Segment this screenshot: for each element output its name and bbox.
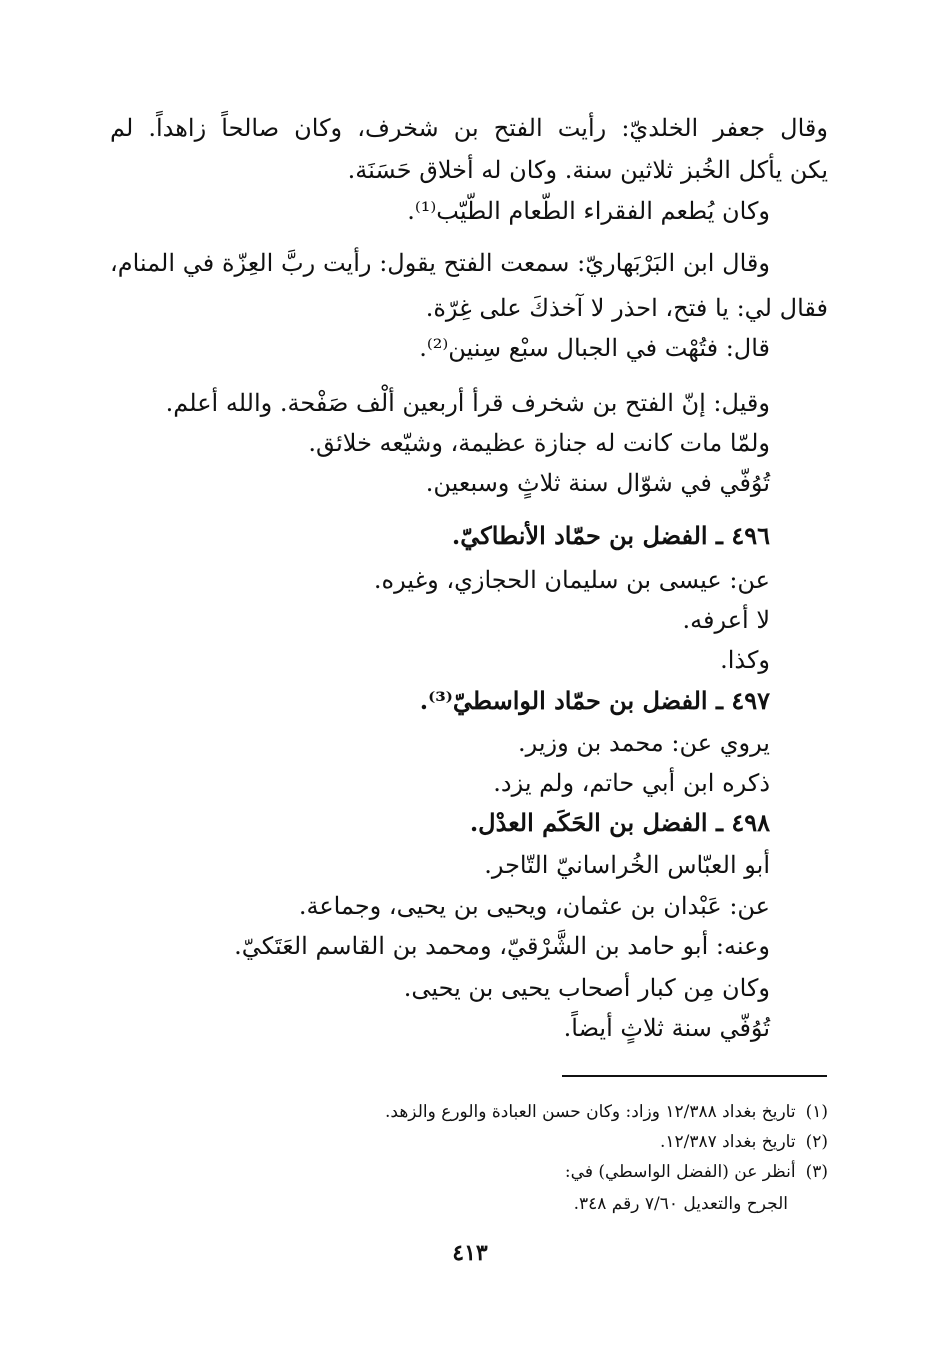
footnote-text: تاريخ بغداد ١٢/٣٨٨ وزاد: وكان حسن العبادة والورع والزهد. xyxy=(385,1102,796,1122)
page-number: ٤١٣ xyxy=(452,1240,488,1266)
body-line: وكان يُطعم الفقراء الطّعام الطّيّب⁽¹⁾. xyxy=(407,197,770,225)
body-line: ولمّا مات كانت له جنازة عظيمة، وشيّعه خلائق. xyxy=(308,429,770,457)
body-line: عن: عَبْدان بن عثمان، ويحيى بن يحيى، وجماعة. xyxy=(298,892,770,920)
body-line: وكان مِن كبار أصحاب يحيى بن يحيى. xyxy=(403,974,770,1002)
body-line: وقال جعفر الخلديّ: رأيت الفتح بن شخرف، وكان صالحاً زاهداً. لم xyxy=(110,114,828,142)
footnote-number: (٢) xyxy=(805,1132,828,1152)
footnote-separator xyxy=(562,1075,827,1077)
body-line: قال: فتُهْت في الجبال سبْع سِنين⁽²⁾. xyxy=(419,334,770,362)
body-line: عن: عيسى بن سليمان الحجازي، وغيره. xyxy=(373,566,770,594)
footnote-number: (٣) xyxy=(805,1162,828,1182)
body-line: يروي عن: محمد بن وزير. xyxy=(518,729,770,757)
footnote-number: (١) xyxy=(805,1102,828,1122)
entry-heading-498: ٤٩٨ ـ الفضل بن الحَكَم العدْل. xyxy=(469,808,770,837)
body-line: أبو العبّاس الخُراسانيّ التّاجر. xyxy=(484,851,770,879)
body-line: وقيل: إنّ الفتح بن شخرف قرأ أربعين ألْف صَفْحة. والله أعلم. xyxy=(165,389,770,417)
footnote-text: أنظر عن (الفضل الواسطي) في: xyxy=(564,1162,796,1182)
footnote-text: تاريخ بغداد ١٢/٣٨٧. xyxy=(659,1132,796,1152)
footnote-2 xyxy=(660,1130,828,1154)
footnote-1 xyxy=(385,1100,828,1124)
entry-heading-496: ٤٩٦ ـ الفضل بن حمّاد الأنطاكيّ. xyxy=(451,521,770,550)
body-line: وكذا. xyxy=(720,646,770,674)
body-line: لا أعرفه. xyxy=(682,606,770,634)
body-line: ذكره ابن أبي حاتم، ولم يزد. xyxy=(493,769,770,797)
body-line: وعنه: أبو حامد بن الشَّرْقيّ، ومحمد بن القاسم العَتَكيّ. xyxy=(234,932,770,960)
body-line: وقال ابن البَرْبَهاريّ: سمعت الفتح يقول: رأيت ربَّ العِزّة في المنام، xyxy=(110,249,770,277)
body-line: فقال لي: يا فتح، احذر لا آخذكَ على غِرّة. xyxy=(425,294,828,322)
body-line: تُوُفّي سنة ثلاثٍ أيضاً. xyxy=(563,1014,770,1042)
footnote-3 xyxy=(565,1160,828,1184)
footnote-3-continuation: الجرح والتعديل ٧/٦٠ رقم ٣٤٨. xyxy=(573,1194,788,1214)
body-line: تُوُفّي في شوّال سنة ثلاثٍ وسبعين. xyxy=(425,469,770,497)
entry-heading-497: ٤٩٧ ـ الفضل بن حمّاد الواسطيّ⁽³⁾. xyxy=(419,686,770,715)
body-line: يكن يأكل الخُبز ثلاثين سنة. وكان له أخلاق حَسَنَة. xyxy=(347,156,828,184)
